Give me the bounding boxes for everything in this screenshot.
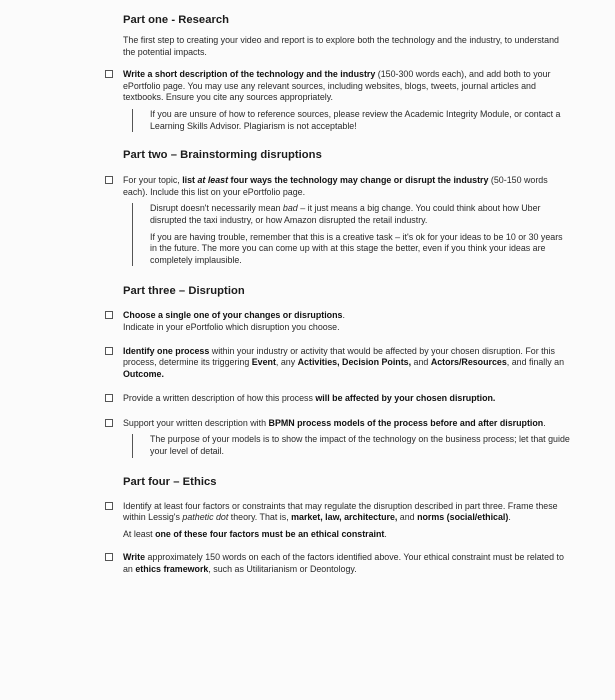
- note-text: If you are having trouble, remember that this is a creative task – it's ok for your ideas to be 10 or 30 years in the future. The more you can come up with at this stage the better, even if you think your ideas are completely implausible.: [150, 231, 563, 265]
- task-text: For your topic,: [123, 175, 183, 186]
- document-content: [100, 14, 570, 576]
- note-text: The purpose of your models is to show the impact of the technology on the business process; let that guide your level of detail.: [150, 434, 570, 457]
- task-choose-disruption[interactable]: Choose a single one of your changes or disruptions. Indicate in your ePortfolio which disruption you choose.: [100, 310, 570, 333]
- task-write-150-words[interactable]: Write approximately 150 words on each of the factors identified above. Your ethical constraint must be related to an ethics framework, such as Utilitarianism or Deontology.: [100, 552, 570, 575]
- note-text: Disrupt doesn't necessarily mean bad – it just means a big change. You could think about how Uber disrupted the taxi industry, or how Amazon disrupted the retail industry.: [150, 203, 541, 225]
- task-bold-text: four ways the technology may change or disrupt the industry: [228, 175, 489, 186]
- note-disrupt-meaning: [131, 203, 570, 266]
- task-identify-factors[interactable]: Identify at least four factors or constraints that may regulate the disruption described in part three. Frame these within Lessig's pathetic dot theory. That is, market, law, architecture, and norms (social/ethical).: [100, 501, 570, 524]
- part-one-intro: The first step to creating your video and report is to explore both the technology and the industry, to understand the potential impacts.: [123, 35, 559, 57]
- task-bold-text: list: [182, 175, 198, 186]
- task-bold-text: Choose a single one of your changes or disruptions: [123, 310, 343, 321]
- checkbox[interactable]: [105, 394, 113, 402]
- task-bpmn-models[interactable]: Support your written description with BPMN process models of the process before and after disruption.: [100, 418, 570, 430]
- task-bold-italic-text: at least: [197, 175, 229, 186]
- note-bar: [132, 434, 133, 457]
- note-models-purpose: [131, 434, 570, 457]
- checkbox[interactable]: [105, 419, 113, 427]
- checkbox[interactable]: [105, 70, 113, 78]
- checkbox[interactable]: [105, 176, 113, 184]
- note-bar: [132, 109, 133, 132]
- part-two-heading: Part two – Brainstorming disruptions: [123, 149, 322, 162]
- note-text: If you are unsure of how to reference sources, please review the Academic Integrity Module, or contact a Learning Skills Advisor. Plagiarism is not acceptable!: [150, 108, 561, 131]
- task-text: (150-300 words each), and add both to your ePortfolio page. You may use any relevant sources, including websites, blogs, tweets, journal articles and textbooks. Ensure you cite any sources appropriately.: [123, 69, 551, 103]
- part-four-heading: Part four – Ethics: [123, 475, 217, 488]
- task-write-description[interactable]: [100, 69, 570, 104]
- checkbox[interactable]: [105, 347, 113, 355]
- note-referencing: [131, 109, 570, 132]
- note-bar: [132, 203, 133, 266]
- part-three-heading: Part three – Disruption: [123, 285, 245, 298]
- checkbox[interactable]: [105, 311, 113, 319]
- task-text: Indicate in your ePortfolio which disruption you choose.: [123, 321, 340, 332]
- part-one-heading: Part one - Research: [123, 14, 230, 26]
- task-identify-process[interactable]: Identify one process within your industry or activity that would be affected by your chosen disruption. For this process, determine its triggering Event, any Activities, Decision Points, and Actors/Resources, and finally an Outcome.: [100, 346, 570, 381]
- task-bold-text: Write a short description of the technology and the industry: [123, 69, 376, 80]
- task-written-description[interactable]: Provide a written description of how this process will be affected by your chosen disruption.: [100, 393, 570, 405]
- task-list-four-ways[interactable]: [100, 175, 570, 198]
- task-text: (50-150 words each). Include this list on your ePortfolio page.: [123, 175, 548, 197]
- checkbox[interactable]: [105, 553, 113, 561]
- checkbox[interactable]: [105, 502, 113, 510]
- ethical-constraint-line: At least one of these four factors must be an ethical constraint.: [123, 528, 387, 539]
